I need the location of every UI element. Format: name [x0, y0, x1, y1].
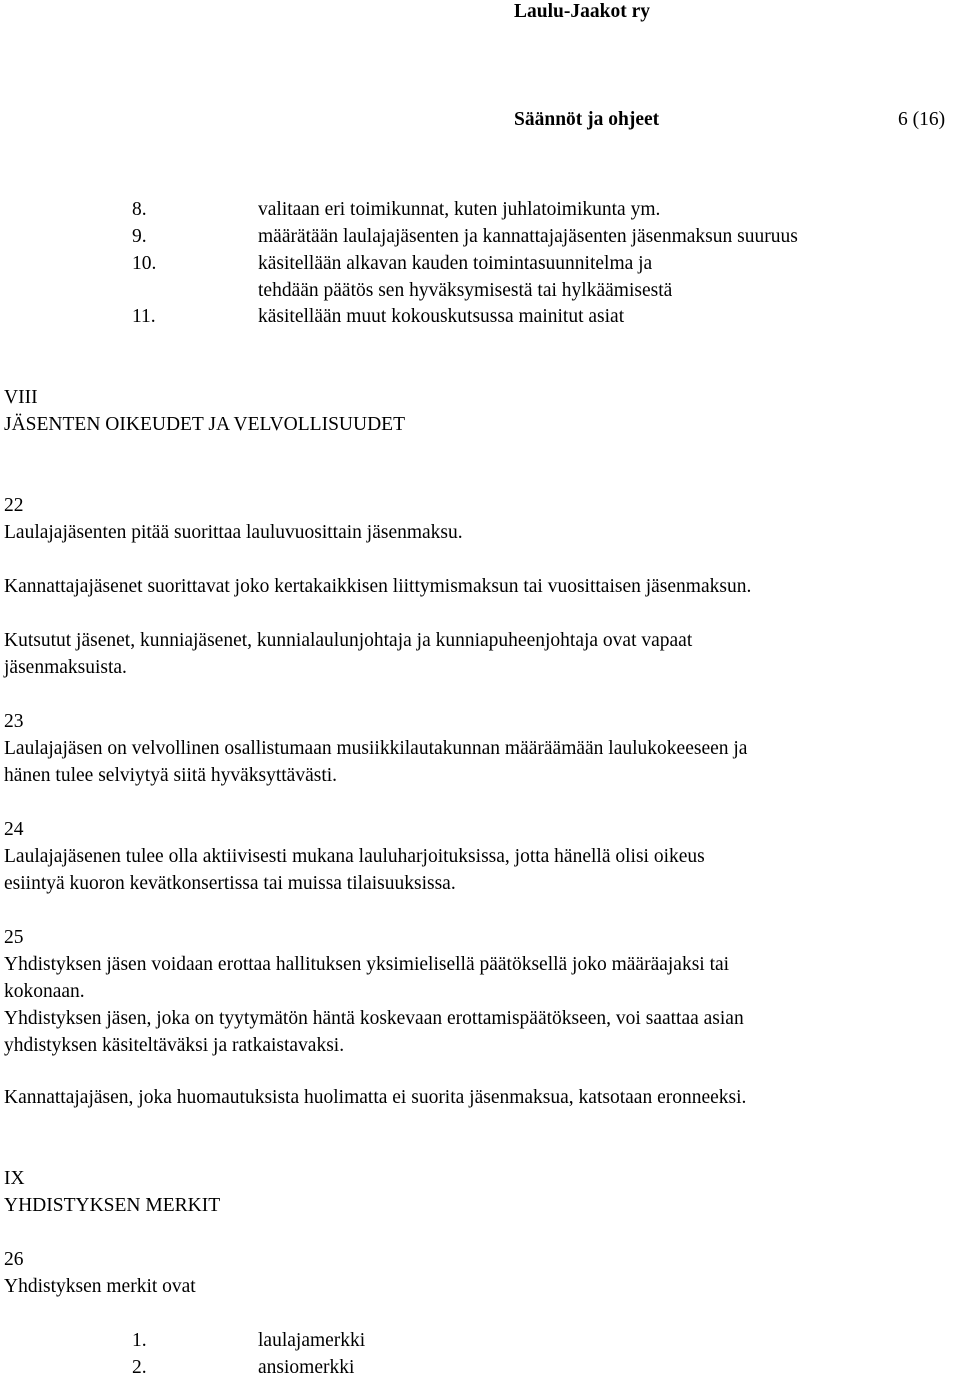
paragraph-text: Laulajajäsenten pitää suorittaa lauluvuosittain jäsenmaksu. — [4, 522, 463, 543]
list-item-text: käsitellään muut kokouskutsussa mainitut asiat — [258, 306, 625, 327]
list-item-text: määrätään laulajajäsenten ja kannattajajäsenten jäsenmaksun suuruus — [258, 226, 798, 247]
paragraph-text: Kannattajajäsen, joka huomautuksista huolimatta ei suorita jäsenmaksua, katsotaan eronneeksi. — [4, 1087, 747, 1108]
list-item-number: 9. — [132, 226, 147, 247]
paragraph-text: yhdistyksen käsiteltäväksi ja ratkaistavaksi. — [4, 1035, 345, 1056]
list-item-text: tehdään päätös sen hyväksymisestä tai hylkäämisestä — [258, 280, 673, 301]
paragraph-text: Laulajajäsen on velvollinen osallistumaan musiikkilautakunnan määräämään laulukokeeseen ja — [4, 738, 748, 759]
paragraph-text: Yhdistyksen merkit ovat — [4, 1276, 196, 1297]
list-item-text: laulajamerkki — [258, 1330, 366, 1351]
paragraph-text: Laulajajäsenen tulee olla aktiivisesti mukana lauluharjoituksissa, jotta hänellä olisi oikeus — [4, 846, 705, 867]
paragraph-text: Kannattajajäsenet suorittavat joko kertakaikkisen liittymismaksun tai vuosittaisen jäsenmaksun. — [4, 576, 752, 597]
page-number: 6 (16) — [898, 109, 946, 130]
section-heading: JÄSENTEN OIKEUDET JA VELVOLLISUUDET — [4, 414, 405, 435]
list-item-number: 1. — [132, 1330, 147, 1351]
paragraph-number: 25 — [4, 927, 24, 948]
list-item-number: 11. — [132, 306, 156, 327]
section-roman-numeral: VIII — [4, 387, 38, 408]
paragraph-number: 26 — [4, 1249, 24, 1270]
paragraph-text: kokonaan. — [4, 981, 85, 1002]
paragraph-text: Yhdistyksen jäsen, joka on tyytymätön häntä koskevaan erottamispäätökseen, voi saattaa asian — [4, 1008, 744, 1029]
list-item-number: 8. — [132, 199, 147, 220]
paragraph-text: Kutsutut jäsenet, kunniajäsenet, kunnialaulunjohtaja ja kunniapuheenjohtaja ovat vapaat — [4, 630, 693, 651]
paragraph-text: esiintyä kuoron kevätkonsertissa tai muissa tilaisuuksissa. — [4, 873, 456, 894]
organization-name: Laulu-Jaakot ry — [514, 1, 650, 22]
list-item-number: 2. — [132, 1357, 147, 1378]
paragraph-number: 23 — [4, 711, 24, 732]
section-roman-numeral: IX — [4, 1168, 25, 1189]
paragraph-number: 24 — [4, 819, 24, 840]
list-item-number: 10. — [132, 253, 157, 274]
list-item-text: ansiomerkki — [258, 1357, 355, 1378]
paragraph-text: Yhdistyksen jäsen voidaan erottaa hallituksen yksimielisellä päätöksellä joko määräajaksi tai — [4, 954, 730, 975]
section-heading: YHDISTYKSEN MERKIT — [4, 1195, 221, 1216]
paragraph-number: 22 — [4, 495, 24, 516]
list-item-text: käsitellään alkavan kauden toimintasuunnitelma ja — [258, 253, 653, 274]
paragraph-text: hänen tulee selviytyä siitä hyväksyttävästi. — [4, 765, 338, 786]
list-item-text: valitaan eri toimikunnat, kuten juhlatoimikunta ym. — [258, 199, 661, 220]
document-title: Säännöt ja ohjeet — [514, 109, 660, 130]
paragraph-text: jäsenmaksuista. — [4, 657, 127, 678]
